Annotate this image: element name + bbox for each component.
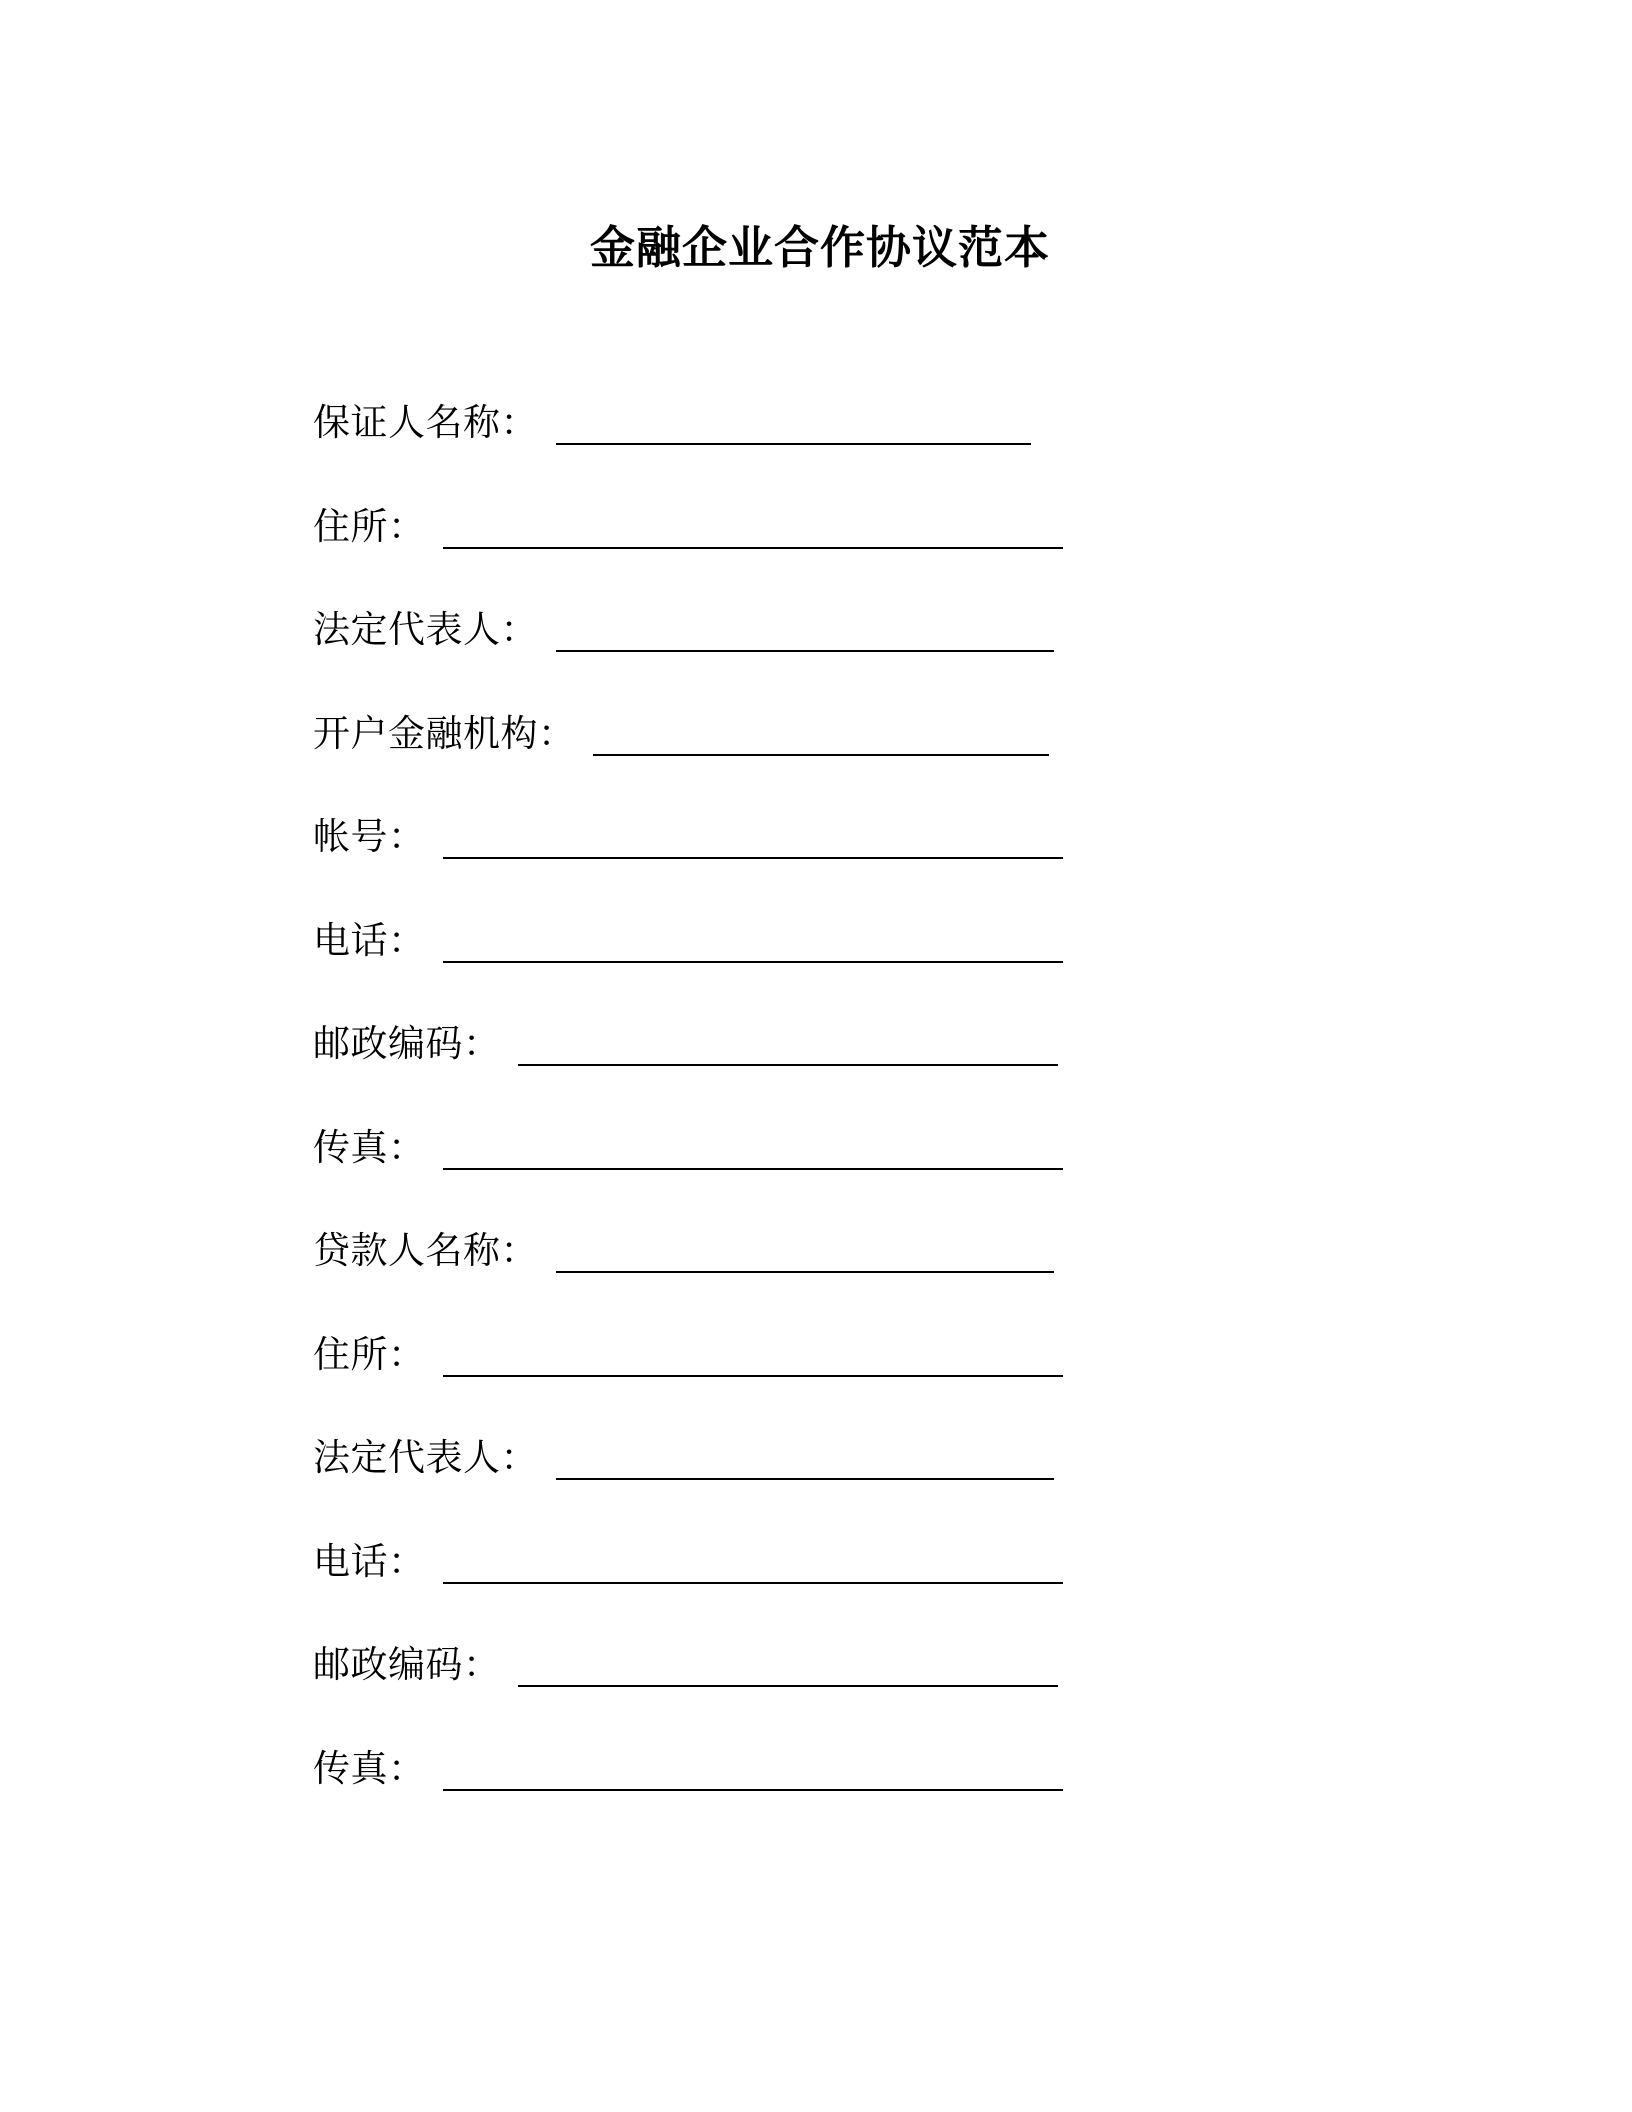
blank-line[interactable] (556, 1223, 1054, 1273)
field-lender-postcode (313, 1637, 1213, 1741)
field-colon: ： (500, 1436, 538, 1479)
field-colon: ： (388, 1332, 425, 1376)
blank-line[interactable] (443, 1327, 1063, 1377)
field-colon: ： (538, 711, 575, 755)
field-label: 住所 (313, 504, 388, 548)
field-lender-address (313, 1327, 1213, 1431)
field-lender-fax (313, 1741, 1213, 1845)
field-label: 传真 (313, 1746, 388, 1790)
field-colon: ： (463, 1643, 500, 1686)
field-colon: ： (463, 1022, 500, 1065)
field-colon: ： (388, 1539, 425, 1583)
field-guarantor-postcode (313, 1016, 1213, 1120)
field-lender-phone (313, 1534, 1213, 1638)
field-colon: ： (388, 504, 425, 548)
field-label: 开户金融机构 (313, 711, 538, 755)
blank-line[interactable] (556, 1430, 1054, 1480)
field-label: 电话 (313, 918, 388, 962)
blank-line[interactable] (518, 1016, 1058, 1066)
field-account (313, 809, 1213, 913)
field-colon: ： (388, 815, 425, 858)
field-label: 电话 (313, 1539, 388, 1583)
field-label: 传真 (313, 1125, 388, 1169)
blank-line[interactable] (443, 499, 1063, 549)
blank-line[interactable] (443, 1120, 1063, 1170)
blank-line[interactable] (556, 395, 1031, 445)
field-colon: ： (388, 1746, 425, 1790)
field-lender-name (313, 1223, 1213, 1327)
field-guarantor-name (313, 395, 1213, 499)
blank-line[interactable] (443, 809, 1063, 859)
document-title: 金融企业合作协议范本 (589, 221, 1050, 274)
field-label: 邮政编码 (313, 1643, 463, 1686)
field-label: 保证人名称 (313, 401, 501, 444)
blank-line[interactable] (593, 706, 1049, 756)
field-colon: ： (500, 401, 538, 444)
field-guarantor-fax (313, 1120, 1213, 1224)
field-colon: ： (388, 1125, 425, 1169)
field-label: 法定代表人 (313, 608, 501, 651)
field-guarantor-address (313, 499, 1213, 603)
field-colon: ： (500, 1229, 538, 1272)
field-guarantor-legal-rep (313, 602, 1213, 706)
field-lender-legal-rep (313, 1430, 1213, 1534)
blank-line[interactable] (556, 602, 1054, 652)
blank-line[interactable] (518, 1637, 1058, 1687)
blank-line[interactable] (443, 913, 1063, 963)
field-colon: ： (500, 608, 538, 651)
field-label: 帐号 (313, 815, 388, 858)
field-colon: ： (388, 918, 425, 962)
blank-line[interactable] (443, 1741, 1063, 1791)
field-bank (313, 706, 1213, 810)
blank-line[interactable] (443, 1534, 1063, 1584)
form-fields (313, 395, 1213, 1844)
field-label: 住所 (313, 1332, 388, 1376)
field-label: 贷款人名称 (313, 1229, 501, 1272)
field-label: 邮政编码 (313, 1022, 463, 1065)
field-label: 法定代表人 (313, 1436, 501, 1479)
field-guarantor-phone (313, 913, 1213, 1017)
